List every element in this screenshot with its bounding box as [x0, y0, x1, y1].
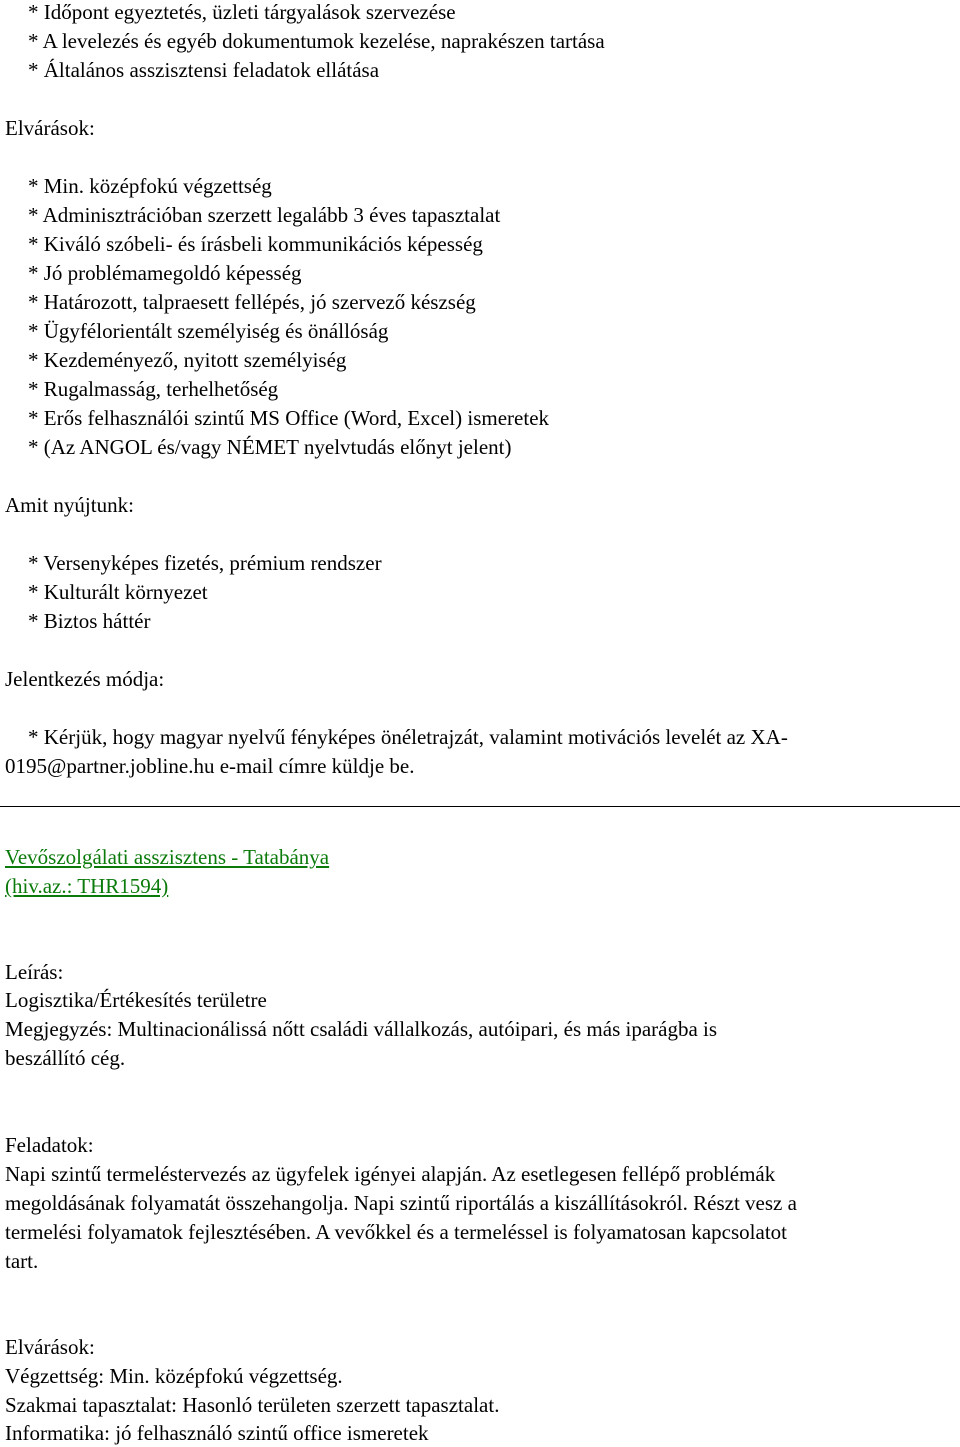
expectation-item: * Kiváló szóbeli- és írásbeli kommunikációs képesség	[28, 232, 483, 256]
tasks-heading: Feladatok:	[5, 1133, 94, 1157]
job2-expectation-text: Szakmai tapasztalat: Hasonló területen szerzett tapasztalat.	[5, 1393, 500, 1417]
expectation-item: * Erős felhasználói szintű MS Office (Word, Excel) ismeretek	[28, 406, 550, 430]
expectation-item: * Rugalmasság, terhelhetőség	[28, 377, 279, 401]
expectation-item: * Ügyfélorientált személyiség és önállóság	[28, 319, 389, 343]
description-text: beszállító cég.	[5, 1046, 126, 1070]
job-reference-link-text[interactable]: (hiv.az.: THR1594)	[5, 874, 169, 898]
task-item: * Általános asszisztensi feladatok ellátása	[28, 58, 380, 82]
tasks-text: megoldásának folyamatát összehangolja. Napi szintű riportálás a kiszállításokról. Részt vesz a	[5, 1191, 797, 1215]
offer-item: * Versenyképes fizetés, prémium rendszer	[28, 551, 382, 575]
expectation-item: * Határozott, talpraesett fellépés, jó szervező készség	[28, 290, 476, 314]
expectations-heading: Elvárások:	[5, 116, 95, 140]
expectation-item: * (Az ANGOL és/vagy NÉMET nyelvtudás előnyt jelent)	[28, 435, 512, 459]
section-divider	[0, 806, 960, 807]
description-text: Megjegyzés: Multinacionálissá nőtt családi vállalkozás, autóipari, és más iparágba is	[5, 1017, 718, 1041]
offer-heading: Amit nyújtunk:	[5, 493, 134, 517]
tasks-text: termelési folyamatok fejlesztésében. A vevőkkel és a termeléssel is folyamatosan kapcsolatot	[5, 1220, 787, 1244]
expectation-item: * Adminisztrációban szerzett legalább 3 éves tapasztalat	[28, 203, 501, 227]
task-item: * A levelezés és egyéb dokumentumok kezelése, naprakészen tartása	[28, 29, 605, 53]
tasks-text: tart.	[5, 1249, 39, 1273]
job2-expectations-heading: Elvárások:	[5, 1335, 95, 1359]
offer-item: * Kulturált környezet	[28, 580, 208, 604]
job-title-link-text[interactable]: Vevőszolgálati asszisztens - Tatabánya	[5, 845, 330, 869]
job2-expectation-text: Informatika: jó felhasználó szintű office ismeretek	[5, 1421, 429, 1445]
apply-text: * Kérjük, hogy magyar nyelvű fényképes önéletrajzát, valamint motivációs levelét az XA-	[28, 725, 788, 749]
apply-text: 0195@partner.jobline.hu e-mail címre küldje be.	[5, 754, 415, 778]
expectation-item: * Kezdeményező, nyitott személyiség	[28, 348, 347, 372]
offer-item: * Biztos háttér	[28, 609, 151, 633]
task-item: * Időpont egyeztetés, üzleti tárgyalások szervezése	[28, 0, 456, 24]
expectation-item: * Min. középfokú végzettség	[28, 174, 272, 198]
apply-heading: Jelentkezés módja:	[5, 667, 165, 691]
expectation-item: * Jó problémamegoldó képesség	[28, 261, 302, 285]
tasks-text: Napi szintű termeléstervezés az ügyfelek igényei alapján. Az esetlegesen fellépő problémák	[5, 1162, 776, 1186]
description-heading: Leírás:	[5, 960, 64, 984]
job2-expectation-text: Végzettség: Min. középfokú végzettség.	[5, 1364, 343, 1388]
description-text: Logisztika/Értékesítés területre	[5, 988, 267, 1012]
job-title-link[interactable]	[5, 845, 329, 869]
job-reference-link[interactable]	[5, 874, 168, 898]
